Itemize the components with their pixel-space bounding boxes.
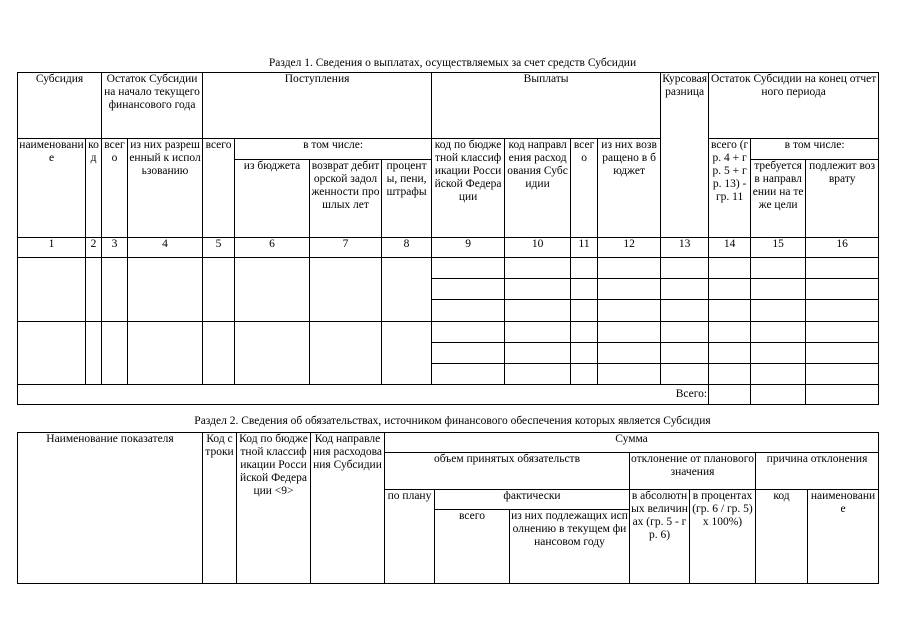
header-allowed: из них разрешенный к использованию: [128, 139, 203, 238]
column-number: 10: [505, 238, 571, 258]
column-number: 4: [128, 238, 203, 258]
column-number: 3: [102, 238, 128, 258]
header-payments: Выплаты: [432, 73, 661, 139]
column-number: 11: [571, 238, 598, 258]
header-name: наименование: [18, 139, 86, 238]
header-receipts-total: всего: [203, 139, 235, 238]
header-end-total: всего (гр. 4 + гр. 5 + гр. 13) - гр. 11: [709, 139, 751, 238]
header-amount: Сумма: [385, 433, 879, 453]
header-row-code: Код строки: [203, 433, 237, 584]
column-number: 5: [203, 238, 235, 258]
section1-title: Раздел 1. Сведения о выплатах, осуществляемых за счет средств Субсидии: [268, 57, 637, 69]
column-number: 16: [806, 238, 879, 258]
header-interest: проценты, пени, штрафы: [382, 160, 432, 238]
header-accepted-obligations: объем принятых обязательств: [385, 453, 630, 490]
column-number: 12: [598, 238, 661, 258]
header-planned: по плану: [385, 490, 435, 584]
header-deviation: отклонение от планового значения: [630, 453, 756, 490]
header-needed-same-purpose: требуется в направлении на те же цели: [751, 160, 806, 238]
header-exchange-diff: Курсовая разница: [661, 73, 709, 238]
section2-table: [17, 432, 879, 584]
header-percent: в процентах (гр. 6 / гр. 5) x 100%): [690, 490, 756, 584]
header-to-be-returned: подлежит возврату: [806, 160, 879, 238]
header-actual: фактически: [435, 490, 630, 510]
column-number: 15: [751, 238, 806, 258]
header-indicator-name: Наименование показателя: [18, 433, 203, 584]
header-end-including: в том числе:: [751, 139, 879, 160]
header-receipts: Поступления: [203, 73, 432, 139]
header-reason-code: код: [756, 490, 808, 584]
header-expense-direction-code: код направления расходования Субсидии: [505, 139, 571, 238]
column-number: 9: [432, 238, 505, 258]
column-number-row: [18, 238, 879, 258]
column-number: 13: [661, 238, 709, 258]
column-number: 7: [310, 238, 382, 258]
header-balance-end: Остаток Субсидии на конец отчетного периода: [709, 73, 879, 139]
header-payments-total: всего: [571, 139, 598, 238]
header-balance-start: Остаток Субсидии на начало текущего финансового года: [102, 73, 203, 139]
header-subsidy: Субсидия: [18, 73, 102, 139]
header-deviation-reason: причина отклонения: [756, 453, 879, 490]
header-receipts-including: в том числе:: [235, 139, 432, 160]
column-number: 14: [709, 238, 751, 258]
section2-title: Раздел 2. Сведения об обязательствах, источником финансового обеспечения которых является Субсидия: [194, 415, 711, 427]
header-budget-class-code: код по бюджетной классификации Российской Федерации: [432, 139, 505, 238]
table-row: [18, 322, 879, 343]
header-receivables-return: возврат дебиторской задолженности прошлых лет: [310, 160, 382, 238]
column-number: 6: [235, 238, 310, 258]
header-reason-name: наименование: [808, 490, 879, 584]
header-budget-class-code: Код по бюджетной классификации Российской Федерации <9>: [237, 433, 311, 584]
header-from-budget: из бюджета: [235, 160, 310, 238]
header-code: код: [86, 139, 102, 238]
header-balance-total: всего: [102, 139, 128, 238]
header-absolute: в абсолютных величинах (гр. 5 - гр. 6): [630, 490, 690, 584]
column-number: 2: [86, 238, 102, 258]
total-row: [18, 385, 879, 405]
header-actual-total: всего: [435, 510, 510, 584]
section1-table: [17, 72, 879, 405]
table-row: [18, 258, 879, 279]
header-actual-current-year: из них подлежащих исполнению в текущем финансовом году: [510, 510, 630, 584]
column-number: 1: [18, 238, 86, 258]
header-expense-direction-code: Код направления расходования Субсидии: [311, 433, 385, 584]
header-returned-to-budget: из них возвращено в бюджет: [598, 139, 661, 238]
column-number: 8: [382, 238, 432, 258]
total-label: Всего:: [18, 385, 709, 405]
